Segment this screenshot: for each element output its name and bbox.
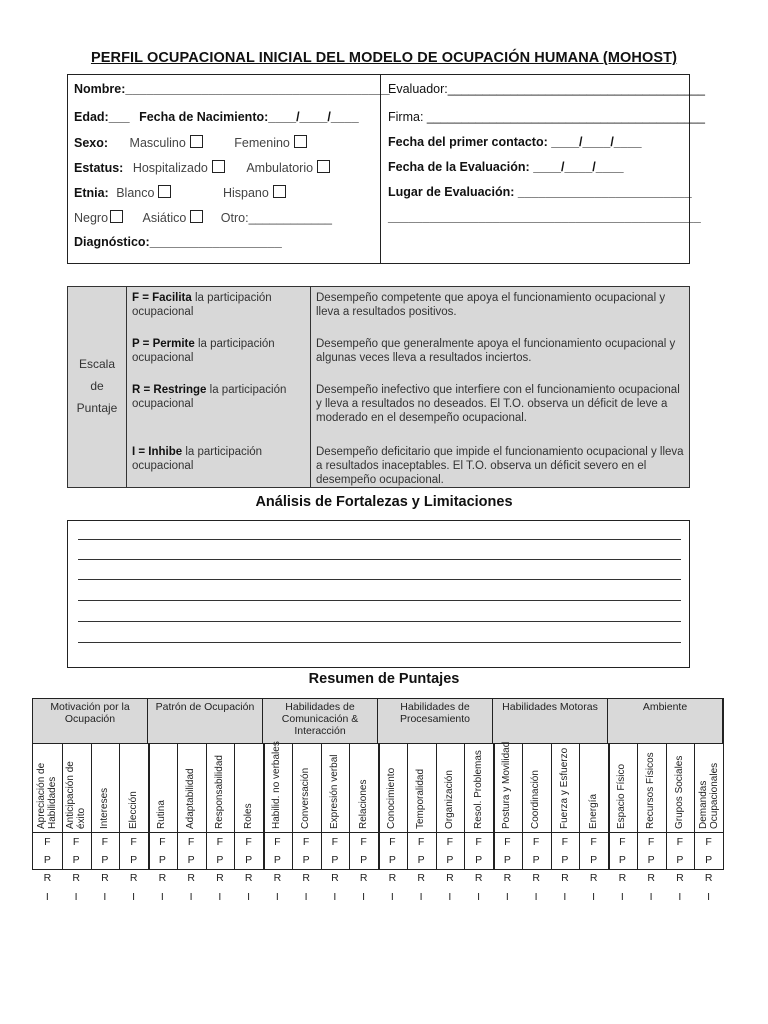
negro-checkbox[interactable] (110, 210, 123, 223)
scale-desc-r: Desempeño inefectivo que interfiere con el funcionamiento ocupacional y lleva a resultados no deseados. El T.O. observa un déficit de leve a moderado en el desempeño ocupacional. (316, 384, 680, 424)
rating-option[interactable]: I (649, 891, 653, 903)
rating-option[interactable]: F (417, 836, 425, 848)
rating-option[interactable]: F (532, 836, 540, 848)
column-divider (579, 743, 580, 869)
scale-divider-1 (126, 287, 127, 487)
fecha-nacimiento-label: Fecha de Nacimiento:____/____/____ (139, 110, 359, 124)
scale-label-line: de (90, 379, 104, 393)
group-header: Patrón de Ocupación (148, 699, 263, 743)
rating-option[interactable]: P (503, 854, 511, 866)
rating-option[interactable]: I (390, 891, 394, 903)
rating-option[interactable]: P (446, 854, 454, 866)
scale-code-i (132, 445, 304, 473)
sexo-label: Sexo: (74, 136, 109, 150)
rating-option[interactable]: R (561, 872, 569, 884)
rating-option[interactable]: I (678, 891, 682, 903)
firma-field[interactable]: Firma: ________________________________________ (388, 110, 705, 124)
rating-option[interactable]: R (101, 872, 109, 884)
code-i: I = Inhibe (132, 446, 183, 458)
column-label: Conversación (300, 767, 312, 829)
rating-option[interactable]: F (647, 836, 655, 848)
column-label: Elección (127, 791, 139, 829)
etnia-row-2 (74, 210, 332, 225)
column-label: Resol. Problemas (472, 750, 484, 829)
code-i-rest: la participación ocupacional (132, 446, 263, 472)
column-label: Responsabilidad (213, 755, 225, 829)
rating-option[interactable]: P (245, 854, 253, 866)
column-label: Anticipación de éxito (65, 761, 88, 829)
rating-option[interactable]: F (619, 836, 626, 848)
rating-option[interactable]: R (503, 872, 512, 884)
scale-code-r (132, 383, 304, 411)
rating-option[interactable]: F (302, 836, 310, 848)
column-label: Temporalidad (415, 768, 427, 829)
code-f: F = Facilita (132, 292, 192, 304)
rating-option[interactable]: R (158, 872, 167, 884)
rating-option[interactable]: P (187, 854, 195, 866)
column-label: Coordinación (530, 770, 542, 829)
blanco-checkbox[interactable] (158, 185, 171, 198)
column-label: Espacio Físico (616, 763, 628, 829)
rating-option[interactable]: I (275, 891, 279, 903)
rating-option[interactable]: P (647, 854, 655, 866)
column-label: Roles (242, 803, 254, 829)
column-divider (321, 743, 322, 869)
scale-code-p (132, 337, 304, 365)
rating-option[interactable]: F (475, 836, 482, 848)
info-divider (380, 75, 381, 263)
rating-option[interactable]: R (72, 872, 80, 884)
rating-option[interactable]: P (561, 854, 569, 866)
column-label: Rutina (156, 800, 168, 829)
rating-option[interactable]: F (561, 836, 569, 848)
column-divider (378, 743, 380, 869)
column-divider (148, 743, 150, 869)
score-summary-table (32, 698, 724, 903)
lugar-evaluacion-field[interactable]: Lugar de Evaluación: _________________________ (388, 185, 692, 199)
rating-option[interactable]: P (388, 854, 396, 866)
code-p-rest: la participación ocupacional (132, 338, 275, 364)
column-label: Relaciones (357, 779, 369, 829)
rating-option[interactable]: I (218, 891, 222, 903)
blanco-label: Blanco (116, 186, 155, 200)
rating-option[interactable]: I (304, 891, 308, 903)
fecha-evaluacion-field[interactable]: Fecha de la Evaluación: ____/____/____ (388, 160, 624, 174)
column-label: Intereses (98, 787, 110, 829)
edad-label: Edad:___ (74, 110, 130, 124)
column-divider (234, 743, 235, 869)
rating-option[interactable]: R (647, 872, 655, 884)
scale-desc-f: Desempeño competente que apoya el funcionamiento ocupacional y lleva a resultados positivos. (316, 292, 666, 318)
analysis-line[interactable] (78, 579, 681, 580)
column-divider (694, 743, 695, 869)
nombre-field[interactable]: Nombre:______________________________________ (74, 82, 390, 96)
column-divider (637, 743, 638, 869)
column-label: Fuerza y Esfuerzo (558, 747, 570, 829)
primer-contacto-field[interactable]: Fecha del primer contacto: ____/____/____ (388, 135, 642, 149)
column-divider (91, 743, 92, 869)
masculino-label: Masculino (129, 136, 186, 150)
rating-option[interactable]: I (534, 891, 538, 903)
rating-option[interactable]: R (446, 872, 454, 884)
rating-option[interactable]: F (446, 836, 454, 848)
asiatico-label: Asiático (142, 211, 187, 225)
rating-option[interactable]: R (273, 872, 282, 884)
group-header: Ambiente (608, 699, 723, 743)
hispano-checkbox[interactable] (273, 185, 286, 198)
rating-option[interactable]: P (331, 854, 339, 866)
analysis-line[interactable] (78, 539, 681, 540)
rating-option[interactable]: R (244, 872, 253, 884)
rating-option[interactable]: P (101, 854, 109, 866)
scoring-scale-table (67, 286, 690, 488)
negro-label: Negro (74, 211, 109, 225)
rating-option[interactable]: I (132, 891, 136, 903)
rating-option[interactable]: F (389, 836, 396, 848)
rating-option[interactable]: I (592, 891, 596, 903)
rating-option[interactable]: R (331, 872, 339, 884)
rating-option[interactable]: I (419, 891, 423, 903)
rating-option[interactable]: R (618, 872, 627, 884)
column-divider (608, 743, 610, 869)
rating-option[interactable]: P (72, 854, 80, 866)
column-divider (62, 743, 63, 869)
rating-option[interactable]: P (360, 854, 368, 866)
rating-option[interactable]: R (704, 872, 713, 884)
column-label: Recursos Físicos (645, 752, 657, 829)
rating-option[interactable]: I (505, 891, 509, 903)
ambulatorio-label: Ambulatorio (246, 161, 314, 175)
scale-desc-i: Desempeño deficitario que impide el funcionamiento ocupacional y lleva a resultados inaceptables. El T.O. observa un déficit severo en el desempeño ocupacional. (316, 446, 684, 486)
rating-option[interactable]: P (676, 854, 684, 866)
otro-field[interactable]: Otro:____________ (220, 211, 333, 225)
masculino-checkbox[interactable] (190, 135, 203, 148)
analysis-line[interactable] (78, 559, 681, 560)
code-p: P = Permite (132, 338, 195, 350)
group-header: Habilidades Motoras (493, 699, 608, 743)
rating-option[interactable]: R (532, 872, 540, 884)
rating-option[interactable]: P (705, 854, 713, 866)
scale-label-line: Puntaje (76, 401, 118, 415)
rating-option[interactable]: R (589, 872, 598, 884)
column-label: Grupos Sociales (673, 755, 685, 829)
code-r: R = Restringe (132, 384, 207, 396)
rating-option[interactable]: R (474, 872, 483, 884)
evaluador-field[interactable]: Evaluador:_____________________________________ (388, 82, 705, 96)
rating-option[interactable]: F (504, 836, 511, 848)
column-divider (666, 743, 667, 869)
rating-option[interactable]: P (618, 854, 626, 866)
rating-option[interactable]: F (130, 836, 137, 848)
column-divider (407, 743, 408, 869)
rating-option[interactable]: R (359, 872, 368, 884)
rating-option[interactable]: F (216, 836, 224, 848)
rating-option[interactable]: I (448, 891, 452, 903)
column-divider (119, 743, 120, 869)
column-divider (349, 743, 350, 869)
column-label: Adaptabilidad (185, 768, 197, 829)
hospitalizado-label: Hospitalizado (132, 161, 208, 175)
column-label: Habilid. no verbales (271, 741, 283, 829)
column-label: Energía (587, 793, 599, 829)
etnia-label: Etnia: (74, 186, 109, 200)
rating-option[interactable]: I (563, 891, 567, 903)
code-f-rest: la participación ocupacional (132, 292, 272, 318)
rating-option[interactable]: I (189, 891, 193, 903)
rating-option[interactable]: R (302, 872, 310, 884)
analysis-line[interactable] (78, 642, 681, 643)
rating-option[interactable]: F (331, 836, 339, 848)
hospitalizado-checkbox[interactable] (212, 160, 225, 173)
analysis-title: Análisis de Fortalezas y Limitaciones (255, 494, 513, 510)
rating-option[interactable]: I (103, 891, 107, 903)
rating-option[interactable]: I (620, 891, 624, 903)
column-divider (263, 743, 265, 869)
rating-option[interactable]: I (45, 891, 49, 903)
summary-title: Resumen de Puntajes (308, 671, 460, 687)
femenino-checkbox[interactable] (294, 135, 307, 148)
group-header: Habilidades de Comunicación & Interacción (263, 699, 378, 743)
rating-option[interactable]: P (273, 854, 281, 866)
column-divider (177, 743, 178, 869)
rating-option[interactable]: I (74, 891, 78, 903)
rating-option[interactable]: F (705, 836, 712, 848)
rating-option[interactable]: R (676, 872, 684, 884)
estatus-label: Estatus: (74, 161, 124, 175)
rating-option[interactable]: P (130, 854, 138, 866)
rating-option[interactable]: F (72, 836, 80, 848)
femenino-label: Femenino (234, 136, 290, 150)
rating-option[interactable]: P (417, 854, 425, 866)
rating-option[interactable]: F (676, 836, 684, 848)
column-divider (464, 743, 465, 869)
rating-option[interactable]: R (417, 872, 425, 884)
etnia-row (74, 185, 286, 200)
rating-option[interactable]: I (247, 891, 251, 903)
column-divider (493, 743, 495, 869)
column-label: Expresión verbal (328, 754, 340, 829)
extra-blank-line[interactable]: _____________________________________________ (388, 210, 701, 224)
rating-option[interactable]: R (129, 872, 138, 884)
column-label: Organización (443, 770, 455, 829)
rating-option[interactable]: F (274, 836, 281, 848)
analysis-box[interactable] (67, 520, 690, 668)
column-label: Apreciación de Habilidades (36, 762, 59, 829)
column-divider (551, 743, 552, 869)
group-header: Motivación por la Ocupación (33, 699, 148, 743)
rating-option[interactable]: P (302, 854, 310, 866)
rating-option[interactable]: P (475, 854, 483, 866)
patient-info-box (67, 74, 705, 264)
sexo-row (74, 135, 307, 150)
column-divider (436, 743, 437, 869)
rating-option[interactable]: P (532, 854, 540, 866)
rating-option[interactable]: P (158, 854, 166, 866)
group-header: Habilidades de Procesamiento (378, 699, 493, 743)
rating-option[interactable]: F (360, 836, 367, 848)
rating-option[interactable]: I (707, 891, 711, 903)
hispano-label: Hispano (222, 186, 269, 200)
rating-option[interactable]: P (216, 854, 224, 866)
rating-option[interactable]: F (187, 836, 195, 848)
rating-option[interactable]: I (333, 891, 337, 903)
rating-option[interactable]: P (43, 854, 51, 866)
analysis-line[interactable] (78, 600, 681, 601)
rating-option[interactable]: F (245, 836, 252, 848)
rating-option[interactable]: F (590, 836, 597, 848)
rating-option[interactable]: F (44, 836, 51, 848)
edad-field[interactable] (74, 110, 359, 124)
rating-option[interactable]: I (160, 891, 164, 903)
diagnostico-field[interactable]: Diagnóstico:___________________ (74, 235, 282, 249)
scale-code-f (132, 291, 304, 319)
analysis-line[interactable] (78, 621, 681, 622)
column-divider (522, 743, 523, 869)
rating-option[interactable]: F (159, 836, 166, 848)
column-label: Postura y Movilidad (501, 741, 513, 829)
scale-desc-p: Desempeño que generalmente apoya el funcionamiento ocupacional y algunas veces lleva a resultados inciertos. (316, 338, 676, 364)
column-divider (292, 743, 293, 869)
rating-option[interactable]: F (101, 836, 109, 848)
rating-option[interactable]: R (187, 872, 195, 884)
ambulatorio-checkbox[interactable] (317, 160, 330, 173)
scale-label-line: Escala (78, 357, 116, 371)
rating-option[interactable]: R (388, 872, 397, 884)
rating-option[interactable]: R (43, 872, 52, 884)
code-r-rest: la participación ocupacional (132, 384, 287, 410)
column-label: Conocimiento (386, 767, 398, 829)
rating-option[interactable]: I (362, 891, 366, 903)
form-title: PERFIL OCUPACIONAL INICIAL DEL MODELO DE OCUPACIÓN HUMANA (MOHOST) (90, 50, 678, 66)
scale-label (68, 353, 126, 419)
estatus-row (74, 160, 330, 175)
column-divider (206, 743, 207, 869)
asiatico-checkbox[interactable] (190, 210, 203, 223)
rating-option[interactable]: I (477, 891, 481, 903)
scale-divider-2 (310, 287, 311, 487)
rating-option[interactable]: P (590, 854, 598, 866)
rating-option[interactable]: R (216, 872, 224, 884)
column-label: Demandas Ocupacionales (697, 762, 720, 829)
